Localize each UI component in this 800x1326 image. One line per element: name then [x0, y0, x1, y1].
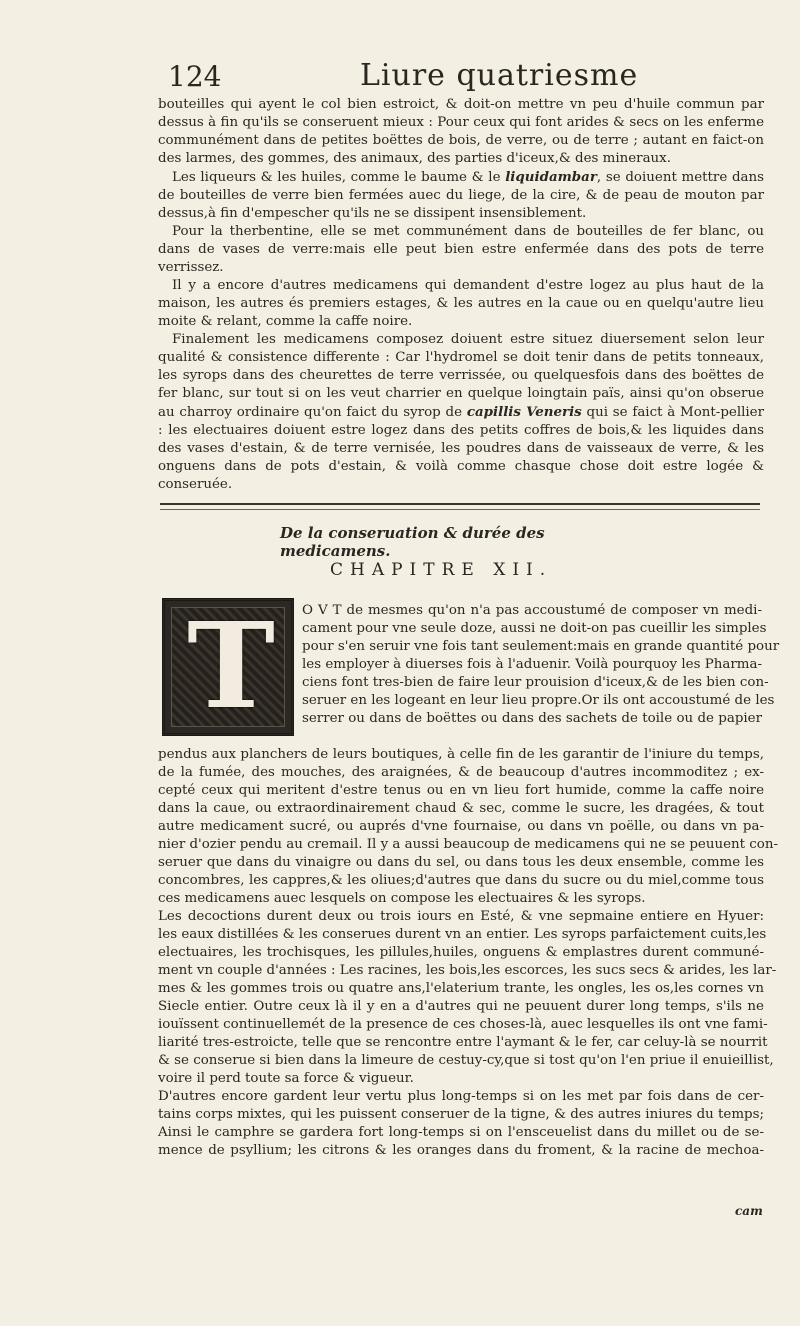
paragraph: Il y a encore d'autres medicamens qui demandent d'estre logez au plus haut de la maison, les autres és premiers estages, & les autres en la caue ou en quelqu'autre lieu moite & relant, comme la caffe noire.: [158, 278, 764, 329]
paragraph: Pour la therbentine, elle se met communément dans de bouteilles de fer blanc, ou dans de vases de verre:mais elle peut bien estre enfermée dans des pots de terre verrissez.: [158, 224, 764, 275]
text-line: seruer en les logeant en leur lieu propre.Or ils ont accoustumé de les: [302, 693, 775, 708]
section-title: De la conseruation & durée des medicamens.: [280, 524, 545, 560]
italic-term: liquidambar: [505, 169, 597, 185]
text-line: les employer à diuerses fois à l'aduenir. Voilà pourquoy les Pharma-: [302, 657, 762, 672]
text-line: Les decoctions durent deux ou trois iours en Esté, & vne sepmaine entiere en Hyuer:: [158, 909, 764, 924]
italic-term: capillis Veneris: [466, 404, 582, 420]
section-divider: [160, 503, 760, 510]
text-line: iouïssent continuellemét de la presence de ces choses-là, auec lesquelles ils ont vne fami-: [158, 1017, 768, 1032]
text-line: autre medicament sucré, ou auprés d'vne fournaise, ou dans vn poëlle, ou dans vn pa-: [158, 819, 764, 834]
running-title: Liure quatriesme: [360, 58, 639, 93]
text-line: O V T de mesmes qu'on n'a pas accoustumé de composer vn medi-: [302, 603, 762, 618]
paragraph: Finalement les medicamens composez doiuent estre situez diuersement selon leur qualité & consistence differente : Car l'hydromel se doit tenir dans de petits tonneaux, les syrops dans des cheurettes de terre verrissée, ou quelquesfois dans des boëttes de fer blanc, sur tout si on les veut charrier en quelque loingtain païs, ainsi qu'on obserue au charroy ordinaire qu'on faict du syrop de capillis Veneris qui se faict à Mont-pellier : les electuaires doiuent estre logez dans des petits coffres de bois,& les liquides dans des vases d'estain, & de terre vernisée, les poudres dans de vaisseaux de verre, & les onguens dans de pots d'estain, & voilà comme chasque chose doit estre logée & conseruée.: [158, 332, 764, 492]
text-line: ces medicamens auec lesquels on compose les electuaires & les syrops.: [158, 891, 646, 906]
chapter-opening-text: [302, 602, 780, 728]
text-line: concombres, les cappres,& les oliues;d'autres que dans du sucre ou du miel,comme tous: [158, 873, 764, 888]
decorated-initial: [162, 598, 294, 736]
text-line: cament pour vne seule doze, aussi ne doit-on pas cueillir les simples: [302, 621, 767, 636]
text-line: voire il perd toute sa force & vigueur.: [158, 1071, 414, 1086]
text-line: les eaux distillées & les conserues durent vn an entier. Les syrops parfaictement cuits,les: [158, 927, 767, 942]
text-line: tains corps mixtes, qui les puissent conseruer de la tigne, & des autres iniures du temps;: [158, 1107, 764, 1122]
text-line: mes & les gommes trois ou quatre ans,l'elaterium trante, les ongles, les os,les cornes vn: [158, 981, 764, 996]
text-line: liarité tres-estroicte, telle que se rencontre entre l'aymant & le fer, car celuy-là se nourrit: [158, 1035, 768, 1050]
text-line: Siecle entier. Outre ceux là il y en a d'autres qui ne peuuent durer long temps, s'ils ne: [158, 999, 764, 1014]
catchword: cam: [735, 1204, 763, 1218]
paragraph: Les liqueurs & les huiles, comme le baume & le liquidambar, se doiuent mettre dans de bouteilles de verre bien fermées auec du liege, de la cire, & de peau de mouton par dessus,à fin d'empescher qu'ils ne se dissipent insensiblement.: [158, 169, 765, 221]
text-line: cepté ceux qui meritent d'estre tenus ou en vn lieu fort humide, comme la caffe noire: [158, 783, 764, 798]
page-header: [0, 58, 800, 98]
text-line: mence de psyllium; les citrons & les oranges dans du froment, & la racine de mechoa-: [158, 1143, 764, 1158]
paragraph-text: bouteilles qui ayent le col bien estroict, & doit-on mettre vn peu d'huile commun par dessus à fin qu'ils se conseruent mieux : Pour ceux qui font arides & secs on les enferme communément dans de petites boëttes de bois, de verre, ou de terre ; autant en faict-on des larmes, des gommes, des animaux, des parties d'iceux,& des mineraux.: [158, 97, 764, 166]
text-line: seruer que dans du vinaigre ou dans du sel, ou dans tous les deux ensemble, comme les: [158, 855, 764, 870]
text-line: Ainsi le camphre se gardera fort long-temps si on l'ensceuelist dans du millet ou de se-: [158, 1125, 764, 1140]
text-line: ment vn couple d'années : Les racines, les bois,les escorces, les sucs secs & arides, les lar-: [158, 963, 777, 978]
text-line: serrer ou dans de boëttes ou dans des sachets de toile ou de papier: [302, 711, 762, 726]
page-number: 124: [168, 60, 222, 93]
chapter-body-text: [158, 746, 778, 1160]
text-line: D'autres encore gardent leur vertu plus long-temps si on les met par fois dans de cer-: [158, 1089, 764, 1104]
text-line: dans la caue, ou extraordinairement chaud & sec, comme le sucre, les dragées, & tout: [158, 801, 764, 816]
chapter-heading: CHAPITRE XII.: [330, 560, 553, 580]
text-line: nier d'ozier pendu au cremail. Il y a aussi beaucoup de medicamens qui ne se peuuent con-: [158, 837, 778, 852]
text-line: electuaires, les trochisques, les pillules,huiles, onguens & emplastres durent communé-: [158, 945, 764, 960]
paragraph: [158, 96, 764, 168]
text-line: ciens font tres-bien de faire leur prouision d'iceux,& de les bien con-: [302, 675, 769, 690]
body-text: [158, 96, 764, 494]
initial-letter: T: [187, 596, 275, 735]
text-line: pendus aux planchers de leurs boutiques, à celle fin de les garantir de l'iniure du temps,: [158, 747, 764, 762]
text-line: de la fumée, des mouches, des araignées, & de beaucoup d'autres incommoditez ; ex-: [158, 765, 764, 780]
text-line: pour s'en seruir vne fois tant seulement:mais en grande quantité pour: [302, 639, 780, 654]
text-line: & se conserue si bien dans la limeure de cestuy-cy,que si tost qu'on l'en priue il enuieillist,: [158, 1053, 774, 1068]
